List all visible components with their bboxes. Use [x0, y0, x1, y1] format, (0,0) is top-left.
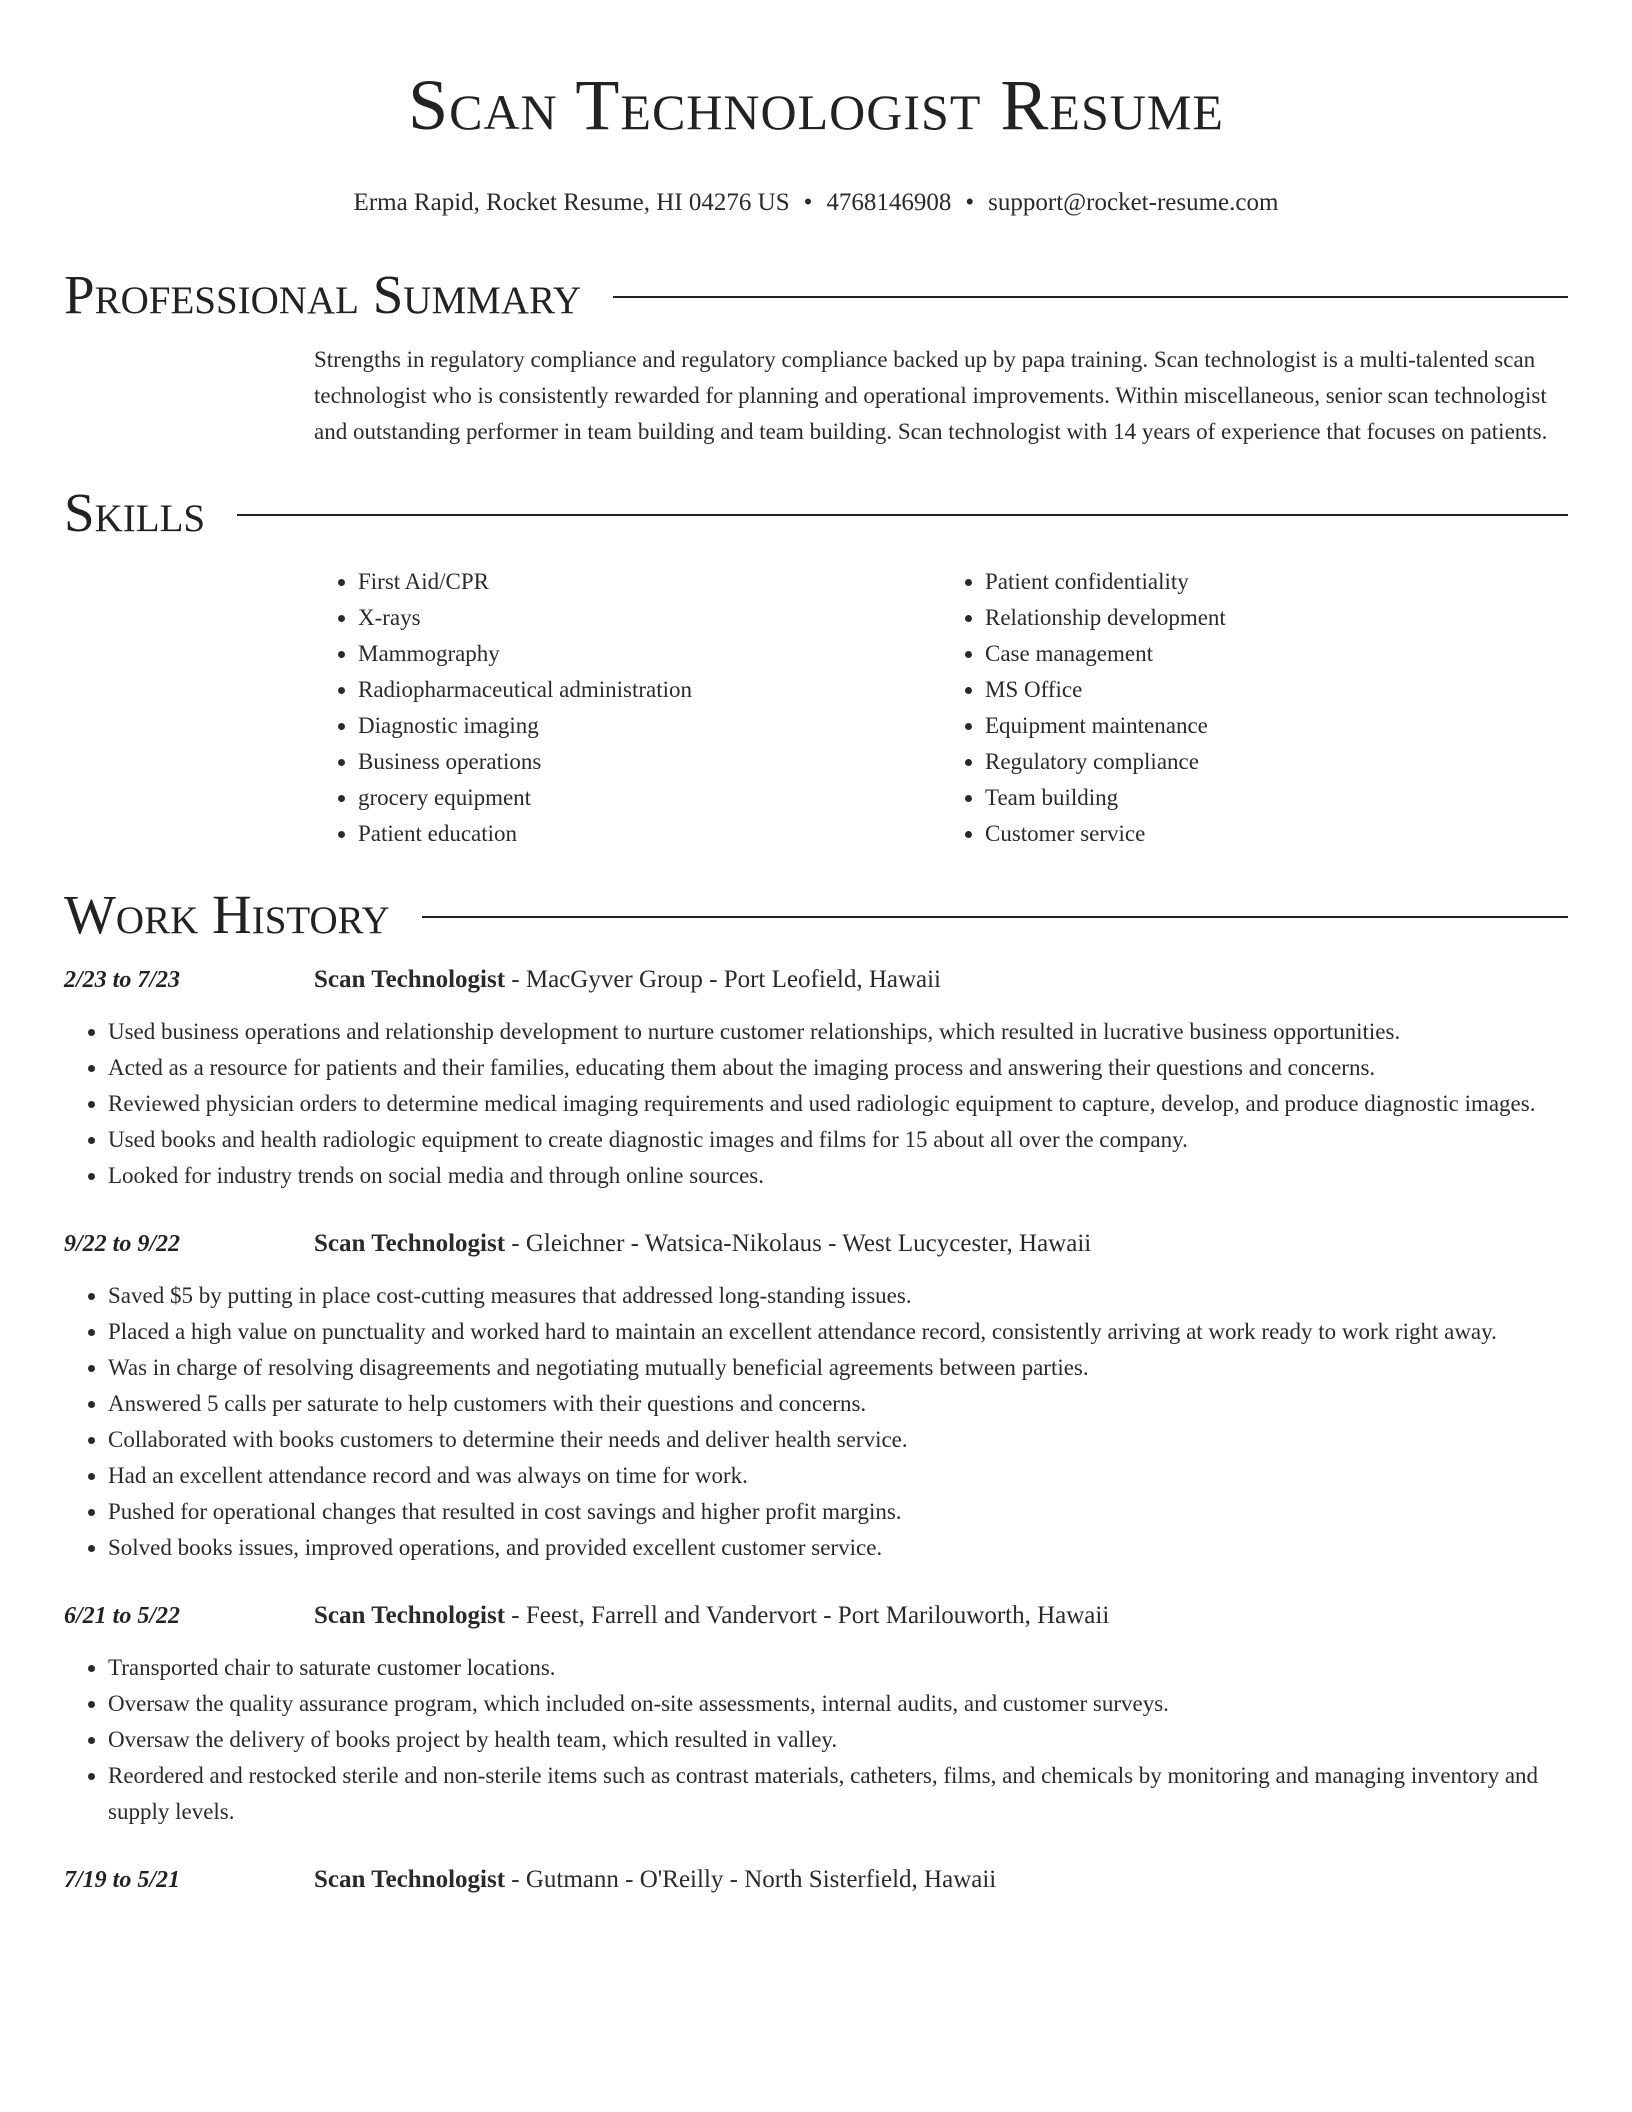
section-divider	[237, 514, 1568, 516]
job-title-line	[314, 1226, 1091, 1262]
job-title: Scan Technologist	[314, 1602, 506, 1629]
job-bullet: • Acted as a resource for patients and their families, educating them about the imaging process and answering their questions and concerns.	[108, 1050, 1568, 1086]
job-bullets	[64, 1278, 1568, 1566]
skills-heading: Skills	[64, 482, 206, 543]
skills-section-header	[64, 480, 1568, 546]
skill-item: • Case management	[985, 636, 1568, 672]
job-bullet: • Had an excellent attendance record and was always on time for work.	[108, 1458, 1568, 1494]
job-employer-location: - Feest, Farrell and Vandervort - Port Marilouworth, Hawaii	[505, 1602, 1110, 1629]
job-header	[64, 1598, 1568, 1634]
skill-item: • First Aid/CPR	[358, 564, 941, 600]
contact-separator: •	[803, 189, 813, 216]
skill-item: • MS Office	[985, 672, 1568, 708]
job-header	[64, 1862, 1568, 1898]
summary-section-header	[64, 262, 1568, 328]
job-bullets	[64, 1014, 1568, 1194]
job-bullet: • Was in charge of resolving disagreements and negotiating mutually beneficial agreements between parties.	[108, 1350, 1568, 1386]
job-bullet: • Saved $5 by putting in place cost-cutting measures that addressed long-standing issues.	[108, 1278, 1568, 1314]
skill-item: • Business operations	[358, 744, 941, 780]
contact-address: Erma Rapid, Rocket Resume, HI 04276 US	[353, 189, 790, 216]
job-dates: 9/22 to 9/22	[64, 1231, 181, 1257]
job-bullet: • Answered 5 calls per saturate to help customers with their questions and concerns.	[108, 1386, 1568, 1422]
skills-column-left	[314, 564, 941, 852]
job-bullet: • Transported chair to saturate customer locations.	[108, 1650, 1568, 1686]
job-title-line	[314, 1862, 996, 1898]
skill-item: • Relationship development	[985, 600, 1568, 636]
job-entry	[64, 1862, 1568, 1898]
job-bullet: • Looked for industry trends on social media and through online sources.	[108, 1158, 1568, 1194]
job-header	[64, 962, 1568, 998]
skill-item: • grocery equipment	[358, 780, 941, 816]
job-header	[64, 1226, 1568, 1262]
job-bullet: • Reordered and restocked sterile and non-sterile items such as contrast materials, catheters, films, and chemicals by monitoring and managing inventory and supply levels.	[108, 1758, 1568, 1830]
job-bullet: • Oversaw the delivery of books project by health team, which resulted in valley.	[108, 1722, 1568, 1758]
summary-body	[314, 342, 1568, 450]
skill-item: • Radiopharmaceutical administration	[358, 672, 941, 708]
job-bullet: • Collaborated with books customers to determine their needs and deliver health service.	[108, 1422, 1568, 1458]
job-employer-location: - MacGyver Group - Port Leofield, Hawaii	[505, 966, 942, 993]
work-section-header	[64, 882, 1568, 948]
job-dates: 7/19 to 5/21	[64, 1867, 181, 1893]
job-bullet: • Used business operations and relationship development to nurture customer relationships, which resulted in lucrative business opportunities.	[108, 1014, 1568, 1050]
summary-heading: Professional Summary	[64, 264, 582, 325]
job-employer-location: - Gutmann - O'Reilly - North Sisterfield, Hawaii	[505, 1866, 997, 1893]
job-bullets	[64, 1650, 1568, 1830]
skill-item: • Patient education	[358, 816, 941, 852]
job-title: Scan Technologist	[314, 1230, 506, 1257]
skill-item: • Regulatory compliance	[985, 744, 1568, 780]
section-divider	[613, 296, 1568, 298]
skill-item: • Mammography	[358, 636, 941, 672]
skill-item: • Team building	[985, 780, 1568, 816]
work-heading: Work History	[64, 884, 390, 945]
contact-email: support@rocket-resume.com	[988, 189, 1279, 216]
job-bullet: • Oversaw the quality assurance program, which included on-site assessments, internal audits, and customer surveys.	[108, 1686, 1568, 1722]
contact-phone: 4768146908	[826, 189, 952, 216]
job-title-line	[314, 962, 941, 998]
job-title-line	[314, 1598, 1109, 1634]
job-dates: 6/21 to 5/22	[64, 1603, 181, 1629]
resume-title: Scan Technologist Resume	[408, 65, 1224, 145]
skill-item: • Diagnostic imaging	[358, 708, 941, 744]
job-employer-location: - Gleichner - Watsica-Nikolaus - West Lucycester, Hawaii	[505, 1230, 1092, 1257]
job-bullet: • Pushed for operational changes that resulted in cost savings and higher profit margins.	[108, 1494, 1568, 1530]
skill-item: • Customer service	[985, 816, 1568, 852]
job-dates: 2/23 to 7/23	[64, 967, 181, 993]
skills-list	[314, 564, 1568, 852]
job-entry	[64, 1226, 1568, 1566]
skill-item: • Patient confidentiality	[985, 564, 1568, 600]
job-bullet: • Reviewed physician orders to determine medical imaging requirements and used radiologic equipment to capture, develop, and produce diagnostic images.	[108, 1086, 1568, 1122]
contact-line	[64, 188, 1568, 218]
section-divider	[422, 916, 1568, 918]
skills-column-right	[941, 564, 1568, 852]
skill-item: • Equipment maintenance	[985, 708, 1568, 744]
contact-separator: •	[965, 189, 975, 216]
job-bullet: • Solved books issues, improved operations, and provided excellent customer service.	[108, 1530, 1568, 1566]
summary-text: Strengths in regulatory compliance and regulatory compliance backed up by papa training. Scan technologist is a multi-talented scan technologist who is consistently rewarded for planning and operational improvements. Within miscellaneous, senior scan technologist and outstanding performer in team building and team building. Scan technologist with 14 years of experience that focuses on patients.	[314, 347, 1548, 444]
job-entry	[64, 962, 1568, 1194]
job-title: Scan Technologist	[314, 966, 506, 993]
job-entry	[64, 1598, 1568, 1830]
skill-item: • X-rays	[358, 600, 941, 636]
job-title: Scan Technologist	[314, 1866, 506, 1893]
job-bullet: • Used books and health radiologic equipment to create diagnostic images and films for 15 about all over the company.	[108, 1122, 1568, 1158]
job-bullet: • Placed a high value on punctuality and worked hard to maintain an excellent attendance record, consistently arriving at work ready to work right away.	[108, 1314, 1568, 1350]
